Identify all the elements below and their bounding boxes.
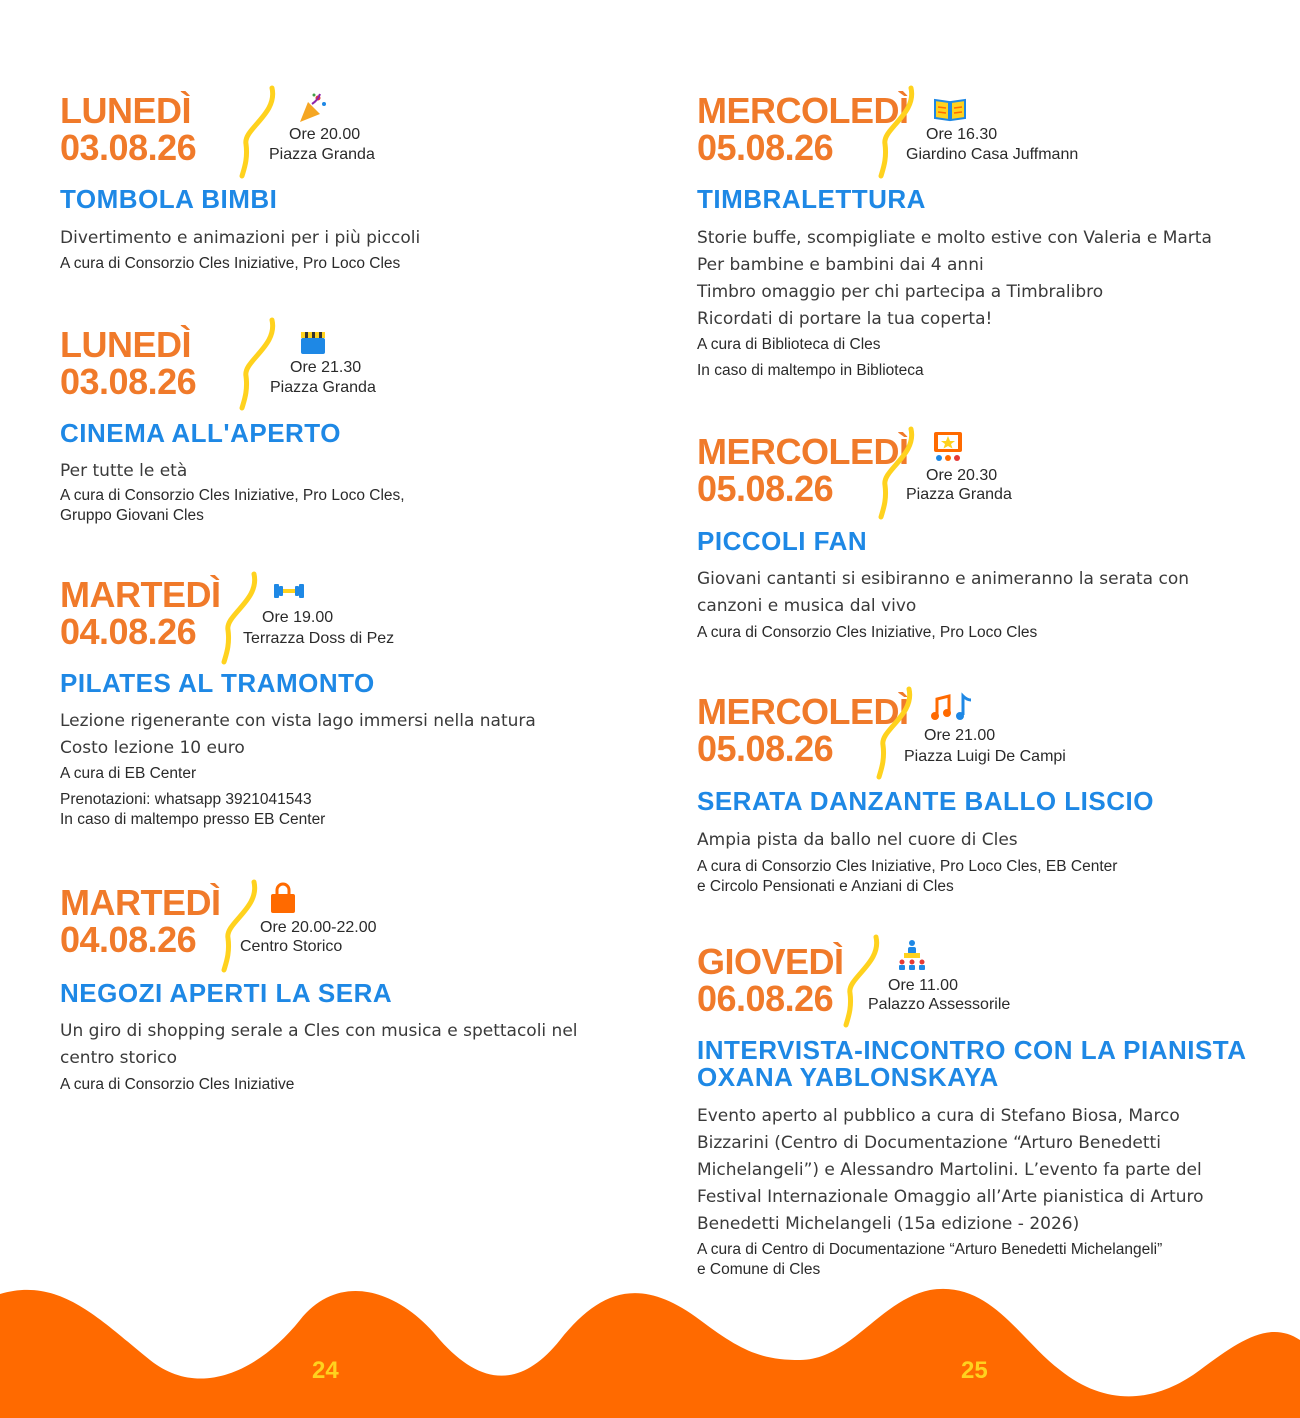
- note-line: In caso di maltempo presso EB Center: [60, 811, 326, 828]
- description-line: Divertimento e animazioni per i più piccoli: [60, 228, 421, 248]
- note-line: e Circolo Pensionati e Anziani di Cles: [697, 878, 954, 895]
- event-time: Ore 21.30: [290, 359, 362, 376]
- event-date: 05.08.26: [697, 468, 834, 509]
- description-line: Ampia pista da ballo nel cuore di Cles: [697, 830, 1018, 850]
- note-line: Gruppo Giovani Cles: [60, 507, 204, 524]
- description-line: canzoni e musica dal vivo: [697, 596, 917, 616]
- event-day: MERCOLEDÌ: [697, 90, 909, 131]
- event-date: 05.08.26: [697, 728, 834, 769]
- page-number-left: 24: [312, 1357, 339, 1384]
- event-day: LUNEDÌ: [60, 324, 191, 365]
- event-date: 06.08.26: [697, 978, 834, 1019]
- note-line: A cura di Consorzio Cles Iniziative: [60, 1076, 295, 1093]
- event-date: 03.08.26: [60, 361, 197, 402]
- event-card: [60, 92, 620, 282]
- event-description: [60, 708, 536, 762]
- music-notes-icon: [931, 691, 975, 725]
- party-popper-icon: [296, 92, 330, 126]
- decorative-curve: [220, 570, 260, 665]
- description-line: Giovani cantanti si esibiranno e animeranno la serata con: [697, 569, 1189, 589]
- description-line: Ricordati di portare la tua coperta!: [697, 309, 993, 329]
- event-description: [697, 225, 1212, 333]
- event-day: GIOVEDÌ: [697, 941, 844, 982]
- description-line: Benedetti Michelangeli (15a edizione - 2026): [697, 1214, 1080, 1234]
- description-line: Lezione rigenerante con vista lago immersi nella natura: [60, 711, 536, 731]
- event-notes: [60, 764, 325, 830]
- event-day: MERCOLEDÌ: [697, 691, 909, 732]
- description-line: Festival Internazionale Omaggio all’Arte pianistica di Arturo: [697, 1187, 1204, 1207]
- description-line: Un giro di shopping serale a Cles con musica e spettacoli nel: [60, 1021, 578, 1041]
- event-title: INTERVISTA-INCONTRO CON LA PIANISTA OXANA YABLONSKAYA: [697, 1035, 1246, 1092]
- note-line: A cura di Consorzio Cles Iniziative, Pro Loco Cles: [697, 624, 1038, 641]
- event-time: Ore 19.00: [262, 609, 334, 626]
- event-card: [60, 576, 620, 846]
- stage-star-icon: [931, 429, 965, 463]
- event-time: Ore 20.30: [926, 467, 998, 484]
- event-title: NEGOZI APERTI LA SERA: [60, 978, 393, 1008]
- description-line: centro storico: [60, 1048, 178, 1068]
- event-day: LUNEDÌ: [60, 90, 191, 131]
- event-date: 04.08.26: [60, 919, 197, 960]
- event-title: PILATES AL TRAMONTO: [60, 668, 375, 698]
- description-line: Evento aperto al pubblico a cura di Stefano Biosa, Marco: [697, 1106, 1180, 1126]
- clapperboard-icon: [296, 326, 330, 360]
- event-time: Ore 20.00: [289, 126, 361, 143]
- event-place: Terrazza Doss di Pez: [243, 630, 395, 647]
- event-place: Piazza Granda: [270, 379, 376, 396]
- description-line: Storie buffe, scompigliate e molto estive con Valeria e Marta: [697, 228, 1212, 248]
- note-line: A cura di Consorzio Cles Iniziative, Pro Loco Cles: [60, 255, 401, 272]
- event-place: Giardino Casa Juffmann: [906, 146, 1079, 163]
- note-line: e Comune di Cles: [697, 1261, 821, 1278]
- decorative-curve: [220, 878, 260, 973]
- event-notes: [697, 623, 1037, 643]
- note-line: A cura di Biblioteca di Cles: [697, 336, 881, 353]
- event-card: [60, 326, 620, 536]
- event-description: [60, 1018, 578, 1072]
- description-line: Timbro omaggio per chi partecipa a Timbralibro: [697, 282, 1104, 302]
- event-day: MERCOLEDÌ: [697, 431, 909, 472]
- event-card: [697, 943, 1277, 1283]
- event-card: [697, 92, 1257, 392]
- event-day: MARTEDÌ: [60, 574, 221, 615]
- event-time: Ore 21.00: [924, 727, 996, 744]
- description-line: Michelangeli”) e Alessandro Martolini. L’evento fa parte del: [697, 1160, 1202, 1180]
- note-line: A cura di Centro di Documentazione “Arturo Benedetti Michelangeli”: [697, 1241, 1163, 1258]
- event-place: Palazzo Assessorile: [868, 996, 1011, 1013]
- event-time: Ore 20.00-22.00: [260, 919, 377, 936]
- open-book-icon: [933, 92, 967, 126]
- event-time: Ore 11.00: [888, 977, 958, 994]
- event-place: Piazza Granda: [906, 486, 1012, 503]
- event-card: [697, 433, 1257, 653]
- event-title: PICCOLI FAN: [697, 526, 868, 556]
- event-title: TIMBRALETTURA: [697, 184, 926, 214]
- event-notes: [60, 254, 400, 274]
- note-line: A cura di Consorzio Cles Iniziative, Pro Loco Cles, EB Center: [697, 858, 1118, 875]
- event-title: SERATA DANZANTE BALLO LISCIO: [697, 786, 1154, 816]
- description-line: Bizzarini (Centro di Documentazione “Arturo Benedetti: [697, 1133, 1161, 1153]
- event-description: [697, 566, 1189, 620]
- footer-wave: [0, 1280, 1300, 1418]
- note-line: In caso di maltempo in Biblioteca: [697, 362, 924, 379]
- event-date: 04.08.26: [60, 611, 197, 652]
- event-description: [60, 458, 187, 485]
- event-card: [697, 693, 1257, 903]
- dumbbell-icon: [272, 574, 306, 608]
- event-place: Piazza Granda: [269, 146, 375, 163]
- shopping-bag-icon: [266, 882, 300, 916]
- event-description: [697, 1103, 1204, 1238]
- event-day: MARTEDÌ: [60, 882, 221, 923]
- event-date: 03.08.26: [60, 127, 197, 168]
- event-notes: [60, 486, 405, 526]
- audience-speaker-icon: [895, 939, 929, 973]
- page-number-right: 25: [961, 1357, 988, 1384]
- event-description: [60, 225, 420, 252]
- note-line: A cura di EB Center: [60, 765, 197, 782]
- description-line: Costo lezione 10 euro: [60, 738, 245, 758]
- event-time: Ore 16.30: [926, 126, 998, 143]
- event-notes: [60, 1075, 294, 1095]
- event-card: [60, 884, 640, 1104]
- description-line: Per tutte le età: [60, 461, 188, 481]
- event-notes: [697, 335, 924, 381]
- event-date: 05.08.26: [697, 127, 834, 168]
- note-line: Prenotazioni: whatsapp 3921041543: [60, 791, 312, 808]
- event-title: CINEMA ALL'APERTO: [60, 418, 341, 448]
- description-line: Per bambine e bambini dai 4 anni: [697, 255, 984, 275]
- event-place: Centro Storico: [240, 938, 343, 955]
- event-notes: [697, 857, 1117, 897]
- decorative-curve: [877, 425, 917, 520]
- note-line: A cura di Consorzio Cles Iniziative, Pro Loco Cles,: [60, 487, 405, 504]
- event-description: [697, 827, 1018, 854]
- event-title: TOMBOLA BIMBI: [60, 184, 278, 214]
- event-notes: [697, 1240, 1162, 1280]
- event-place: Piazza Luigi De Campi: [904, 748, 1066, 765]
